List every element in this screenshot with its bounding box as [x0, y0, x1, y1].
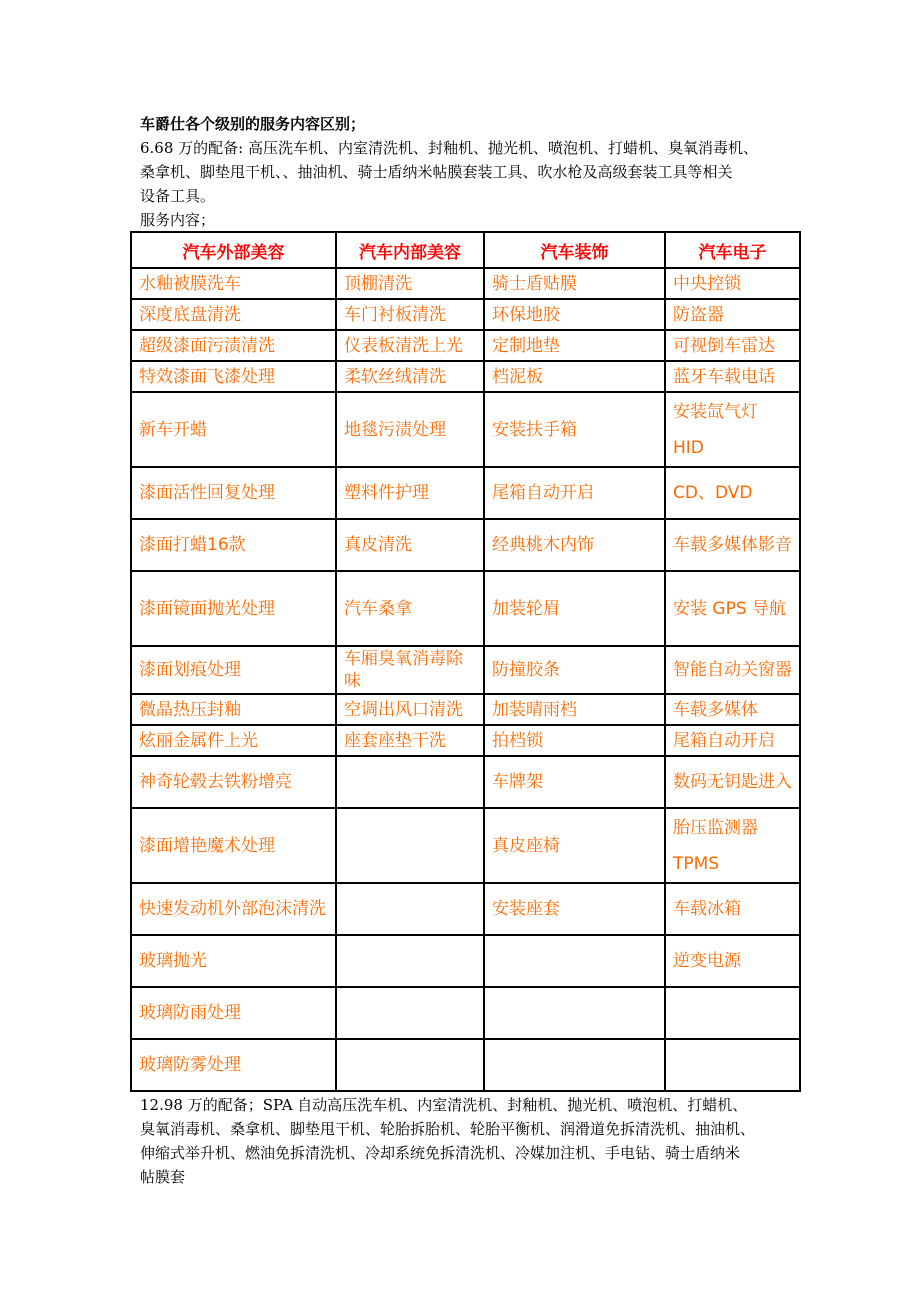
table-row — [131, 883, 800, 935]
table-cell: 仪表板清洗上光 — [336, 330, 484, 361]
table-cell: 环保地胶 — [484, 299, 665, 330]
table-cell: 安装 GPS 导航 — [665, 571, 800, 646]
table-cell: 座套座垫干洗 — [336, 725, 484, 756]
table-cell: 漆面打蜡16款 — [131, 519, 336, 571]
table-row — [131, 935, 800, 987]
table-cell — [336, 1039, 484, 1091]
table-row — [131, 299, 800, 330]
table-row — [131, 987, 800, 1039]
table-cell: 尾箱自动开启 — [484, 467, 665, 519]
table-cell: 玻璃抛光 — [131, 935, 336, 987]
table-cell: 真皮清洗 — [336, 519, 484, 571]
service-table — [130, 231, 801, 1092]
table-cell: 拍档锁 — [484, 725, 665, 756]
table-cell — [484, 1039, 665, 1091]
table-cell: 空调出风口清洗 — [336, 694, 484, 725]
table-cell — [336, 756, 484, 808]
table-row — [131, 519, 800, 571]
config-2-line-4: 帖膜套 — [140, 1168, 186, 1186]
table-header-row — [131, 232, 800, 268]
table-cell — [336, 987, 484, 1039]
table-cell: 炫丽金属件上光 — [131, 725, 336, 756]
table-cell: 玻璃防雾处理 — [131, 1039, 336, 1091]
table-cell — [336, 883, 484, 935]
table-cell: 车门衬板清洗 — [336, 299, 484, 330]
table-cell: 蓝牙车载电话 — [665, 361, 800, 392]
table-cell: 可视倒车雷达 — [665, 330, 800, 361]
table-row — [131, 694, 800, 725]
service-label: 服务内容； — [140, 211, 216, 229]
table-cell: 神奇轮毂去铁粉增亮 — [131, 756, 336, 808]
config-1-line-2: 桑拿机、脚垫甩干机、、抽油机、骑士盾纳米帖膜套装工具、吹水枪及高级套装工具等相关 — [140, 163, 733, 181]
table-cell: 加装轮眉 — [484, 571, 665, 646]
table-cell: 逆变电源 — [665, 935, 800, 987]
table-cell: 快速发动机外部泡沫清洗 — [131, 883, 336, 935]
config-1-line-3: 设备工具。 — [140, 187, 216, 205]
table-row — [131, 808, 800, 883]
table-row — [131, 571, 800, 646]
header-exterior: 汽车外部美容 — [131, 232, 336, 268]
header-decoration: 汽车装饰 — [484, 232, 665, 268]
table-cell: 车载多媒体影音 — [665, 519, 800, 571]
table-cell: 漆面划痕处理 — [131, 646, 336, 694]
table-cell — [336, 808, 484, 883]
table-cell: 柔软丝绒清洗 — [336, 361, 484, 392]
table-cell: 玻璃防雨处理 — [131, 987, 336, 1039]
table-cell: 经典桃木内饰 — [484, 519, 665, 571]
table-cell: 车牌架 — [484, 756, 665, 808]
table-cell: 数码无钥匙进入 — [665, 756, 800, 808]
table-cell — [665, 987, 800, 1039]
table-row — [131, 756, 800, 808]
table-row — [131, 725, 800, 756]
table-cell: 特效漆面飞漆处理 — [131, 361, 336, 392]
config-1-line-1: 6.68 万的配备: 高压洗车机、内室清洗机、封釉机、抛光机、喷泡机、打蜡机、臭氧消毒机、 — [140, 139, 758, 157]
table-cell: 防撞胶条 — [484, 646, 665, 694]
config-2-line-2: 臭氧消毒机、桑拿机、脚垫甩干机、轮胎拆胎机、轮胎平衡机、润滑道免拆清洗机、抽油机、 — [140, 1120, 756, 1138]
table-cell: 汽车桑拿 — [336, 571, 484, 646]
table-cell: 骑士盾贴膜 — [484, 268, 665, 299]
table-cell: 车厢臭氧消毒除味 — [336, 646, 484, 694]
table-row — [131, 330, 800, 361]
table-cell — [336, 935, 484, 987]
table-row — [131, 392, 800, 467]
table-cell: 地毯污渍处理 — [336, 392, 484, 467]
table-cell: 真皮座椅 — [484, 808, 665, 883]
table-cell: 漆面活性回复处理 — [131, 467, 336, 519]
page-heading: 车爵仕各个级别的服务内容区别； — [140, 115, 366, 133]
table-cell: 深度底盘清洗 — [131, 299, 336, 330]
table-cell: 档泥板 — [484, 361, 665, 392]
table-row — [131, 646, 800, 694]
table-row — [131, 1039, 800, 1091]
table-cell: 防盗器 — [665, 299, 800, 330]
table-cell — [484, 987, 665, 1039]
table-cell: 车载多媒体 — [665, 694, 800, 725]
table-cell: 安装座套 — [484, 883, 665, 935]
config-2-line-3: 伸缩式举升机、燃油免拆清洗机、冷却系统免拆清洗机、冷媒加注机、手电钻、骑士盾纳米 — [140, 1144, 741, 1162]
table-cell: CD、DVD — [665, 467, 800, 519]
table-cell: 中央控锁 — [665, 268, 800, 299]
table-cell: 微晶热压封釉 — [131, 694, 336, 725]
table-row — [131, 361, 800, 392]
table-cell: 水釉被膜洗车 — [131, 268, 336, 299]
table-cell: 安装扶手箱 — [484, 392, 665, 467]
table-cell: 漆面增艳魔术处理 — [131, 808, 336, 883]
header-interior: 汽车内部美容 — [336, 232, 484, 268]
table-cell — [665, 1039, 800, 1091]
table-cell: 超级漆面污渍清洗 — [131, 330, 336, 361]
table-cell: 顶棚清洗 — [336, 268, 484, 299]
table-cell: 安装氙气灯 HID — [665, 392, 800, 467]
config-2-line-1: 12.98 万的配备；SPA 自动高压洗车机、内室清洗机、封釉机、抛光机、喷泡机、打蜡机、 — [140, 1096, 748, 1114]
table-cell: 尾箱自动开启 — [665, 725, 800, 756]
table-cell: 加装晴雨档 — [484, 694, 665, 725]
table-cell: 塑料件护理 — [336, 467, 484, 519]
table-cell: 新车开蜡 — [131, 392, 336, 467]
table-cell: 定制地垫 — [484, 330, 665, 361]
table-cell: 胎压监测器 TPMS — [665, 808, 800, 883]
table-row — [131, 268, 800, 299]
table-cell: 智能自动关窗器 — [665, 646, 800, 694]
table-cell: 车载冰箱 — [665, 883, 800, 935]
table-cell: 漆面镜面抛光处理 — [131, 571, 336, 646]
table-row — [131, 467, 800, 519]
header-electronics: 汽车电子 — [665, 232, 800, 268]
table-cell — [484, 935, 665, 987]
